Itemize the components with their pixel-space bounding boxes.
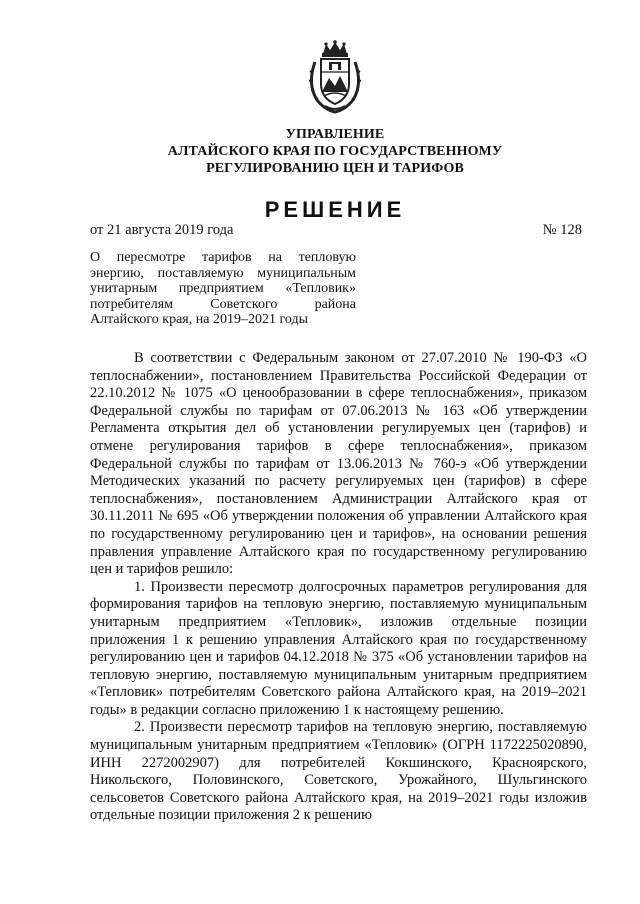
org-line: РЕГУЛИРОВАНИЮ ЦЕН И ТАРИФОВ	[206, 161, 464, 176]
document-date: от 21 августа 2019 года	[90, 222, 234, 238]
item-2-paragraph: 2. Произвести пересмотр тарифов на тепловую энергию, поставляемую муниципальным унитарным предприятием «Тепловик» (ОГРН 1172225020890, ИНН 2272002907) для потребителей Кокшинского, Красноярского, Никольского, Половинского, Советского, Урожайного, Шульгинского сельсоветов Советского района Алтайского края, на 2019‒2021 годы изложив отдельные позиции приложения 2 к решению	[90, 719, 587, 824]
coat-of-arms-icon	[305, 40, 365, 114]
org-line: УПРАВЛЕНИЕ	[285, 127, 385, 142]
org-line: АЛТАЙСКОГО КРАЯ ПО ГОСУДАРСТВЕННОМУ	[167, 144, 503, 159]
document-body	[90, 350, 587, 825]
document-number: № 128	[542, 222, 582, 238]
item-1-paragraph: 1. Произвести пересмотр долгосрочных параметров регулирования для формирования тарифов на тепловую энергию, поставляемую муниципальным унитарным предприятием «Тепловик», изложив отдельные позиции приложения 1 к решению управления Алтайского края по государственному регулированию цен и тарифов 04.12.2018 № 375 «Об установлении тарифов на тепловую энергию, поставляемую муниципальным унитарным предприятием «Тепловик» потребителям Советского района Алтайского края, на 2019‒2021 годы» в редакции согласно приложению 1 к настоящему решению.	[90, 578, 587, 718]
coat-of-arms-emblem	[305, 40, 365, 114]
document-type-heading: РЕШЕНИЕ	[264, 197, 406, 222]
preamble-paragraph: В соответствии с Федеральным законом от 27.07.2010 № 190-ФЗ «О теплоснабжении», постановлением Правительства Российской Федерации от 22.10.2012 № 1075 «О ценообразовании в сфере теплоснабжения», приказом Федеральной службы по тарифам от 07.06.2013 № 163 «Об утверждении Регламента открытия дел об установлении регулируемых цен (тарифов) и отмене регулирования тарифов в сфере теплоснабжения», приказом Федеральной службы по тарифам от 13.06.2013 № 760-э «Об утверждении Методических указаний по расчету регулируемых цен (тарифов) в сфере теплоснабжения», постановлением Администрации Алтайского края от 30.11.2011 № 695 «Об утверждении положения об управлении Алтайского края по государственному регулированию цен и тарифов», на основании решения правления управление Алтайского края по государственному регулированию цен и тарифов решило:	[90, 350, 587, 578]
organization-name	[90, 126, 580, 177]
document-subject: О пересмотре тарифов на тепловую энергию, поставляемую муниципальным унитарным предприятием «Тепловик» потребителям Советского района Алтайского края, на 2019‒2021 годы	[90, 250, 356, 327]
